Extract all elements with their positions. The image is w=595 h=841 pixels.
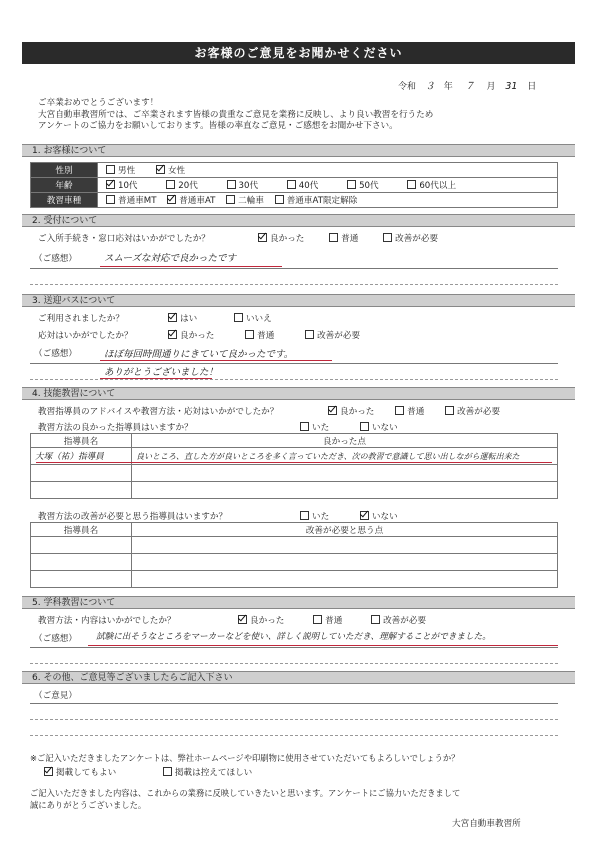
option-good[interactable] — [238, 616, 284, 626]
checkbox-checked[interactable] — [328, 406, 337, 415]
page-title: お客様のご意見をお聞かせください — [22, 42, 575, 64]
option-label: 女性 — [167, 166, 186, 176]
consent-deny[interactable] — [163, 768, 252, 778]
gender-label: 性別 — [31, 163, 98, 178]
option-label: 改善が必要 — [383, 616, 427, 626]
bus-q2: 応対はいかがでしたか？ — [38, 331, 133, 341]
intro-line: ご卒業おめでとうございます！ — [38, 98, 159, 108]
impression-label: （ご感想） — [34, 634, 77, 644]
section-4-header: 4. 技能教習について — [22, 387, 575, 400]
option-label: 良かった — [270, 234, 305, 244]
option-no[interactable] — [360, 423, 398, 433]
checkbox-checked[interactable] — [156, 165, 165, 174]
option-label: 男性 — [118, 166, 136, 176]
skill-q2: 教習方法の良かった指導員はいますか？ — [38, 423, 193, 433]
column-header: 指導員名 — [31, 523, 132, 537]
checkbox-checked[interactable] — [238, 615, 247, 624]
age-50s[interactable] — [347, 181, 379, 191]
vehicle-at[interactable] — [167, 196, 215, 206]
checkbox[interactable] — [300, 511, 309, 520]
checkbox[interactable] — [106, 165, 115, 174]
option-yes[interactable] — [168, 314, 197, 324]
checkbox[interactable] — [227, 180, 236, 189]
organization-name: 大宮自動車教習所 — [452, 819, 521, 829]
writing-line — [30, 363, 558, 364]
thanks-line: 誠にありがとうございました。 — [30, 799, 147, 810]
option-label: 20代 — [178, 181, 198, 191]
column-header: 指導員名 — [31, 434, 132, 448]
thanks-text — [30, 788, 460, 811]
option-improve[interactable] — [445, 407, 500, 417]
consent-allow[interactable] — [44, 768, 116, 778]
thanks-line: ご記入いただきました内容は、これからの業務に反映していきたいと思います。アンケートにご協力いただきまして — [30, 788, 461, 798]
underline-marker — [100, 266, 282, 267]
option-label: 良かった — [250, 616, 285, 626]
option-label: いた — [312, 423, 330, 433]
age-40s[interactable] — [287, 181, 319, 191]
skill-q3: 教習方法の改善が必要と思う指導員はいますか？ — [38, 512, 228, 522]
age-label: 年齢 — [31, 178, 98, 193]
checkbox[interactable] — [407, 180, 416, 189]
checkbox[interactable] — [305, 330, 314, 339]
age-options — [98, 178, 558, 193]
date-year[interactable]: ３ — [425, 81, 435, 92]
empty-cell[interactable] — [132, 537, 558, 554]
bus-q2-options — [168, 329, 360, 341]
option-good[interactable] — [258, 234, 304, 244]
option-label: 10代 — [118, 181, 138, 191]
empty-cell[interactable] — [31, 571, 132, 588]
date-month[interactable]: ７ — [464, 81, 475, 92]
section-3-header: 3. 送迎バスについて — [22, 294, 575, 307]
vehicle-options — [98, 193, 558, 208]
checkbox-checked[interactable] — [167, 195, 176, 204]
age-60s[interactable] — [407, 181, 456, 191]
skill-q1: 教習指導員のアドバイスや教習方法・応対はいかがでしたか？ — [38, 407, 279, 417]
vehicle-label: 教習車種 — [31, 193, 98, 208]
consent-options — [44, 766, 252, 778]
good-instructor-table — [30, 433, 558, 499]
checkbox[interactable] — [234, 313, 243, 322]
option-label: 普通 — [341, 234, 359, 244]
option-good[interactable] — [168, 331, 214, 341]
option-yes[interactable] — [300, 423, 329, 433]
skill-q1-options — [328, 405, 500, 417]
option-label: 50代 — [359, 181, 379, 191]
checkbox[interactable] — [300, 422, 309, 431]
section-2-header: 2. 受付について — [22, 214, 575, 227]
option-label: 普通車AT限定解除 — [286, 196, 358, 206]
empty-cell[interactable] — [132, 571, 558, 588]
checkbox[interactable] — [445, 406, 454, 415]
checkbox[interactable] — [226, 195, 235, 204]
option-label: いた — [312, 512, 330, 522]
option-label: 普通 — [257, 331, 275, 341]
date-day-unit: 日 — [527, 82, 537, 92]
academic-question: 教習方法・内容はいかがでしたか？ — [38, 616, 176, 626]
option-label: 改善が必要 — [317, 331, 361, 341]
checkbox-checked[interactable] — [106, 180, 115, 189]
section-5-header: 5. 学科教習について — [22, 596, 575, 609]
option-improve[interactable] — [305, 331, 360, 341]
opinion-label: （ご意見） — [34, 691, 77, 701]
intro-line: アンケートのご協力をお願いしております。皆様の率直なご意見・ご感想をお聞かせ下さい。 — [38, 121, 398, 131]
skill-q3-options — [300, 510, 398, 522]
option-normal[interactable] — [329, 234, 358, 244]
option-label: 普通車AT — [179, 196, 216, 206]
empty-cell[interactable] — [31, 537, 132, 554]
checkbox[interactable] — [347, 180, 356, 189]
instructor-name-text: 大塚（祐）指導員 — [35, 452, 104, 462]
checkbox-checked[interactable] — [168, 330, 177, 339]
writing-line — [30, 663, 558, 664]
option-label: いいえ — [245, 314, 272, 324]
writing-line — [30, 735, 558, 736]
checkbox[interactable] — [106, 195, 115, 204]
option-label: 40代 — [298, 181, 319, 191]
option-label: 60代以上 — [419, 181, 457, 191]
empty-cell[interactable] — [31, 554, 132, 571]
age-30s[interactable] — [227, 181, 259, 191]
empty-cell[interactable] — [132, 465, 558, 482]
empty-cell[interactable] — [31, 465, 132, 482]
impression-label: （ご感想） — [34, 254, 77, 264]
checkbox[interactable] — [287, 180, 296, 189]
option-label: 改善が必要 — [457, 407, 501, 417]
option-label: いない — [371, 512, 398, 522]
checkbox[interactable] — [383, 233, 392, 242]
intro-text — [38, 98, 433, 133]
checkbox[interactable] — [313, 615, 322, 624]
checkbox[interactable] — [275, 195, 284, 204]
gender-options — [98, 163, 558, 178]
option-label: 普通 — [325, 616, 343, 626]
option-label: 掲載は控えてほしい — [174, 768, 253, 778]
reception-impression[interactable]: スムーズな対応で良かったです — [104, 253, 237, 264]
vehicle-motorcycle[interactable] — [226, 196, 264, 206]
checkbox[interactable] — [163, 767, 172, 776]
checkbox[interactable] — [360, 422, 369, 431]
option-label: 30代 — [238, 181, 259, 191]
underline-marker — [88, 645, 558, 646]
column-header: 改善が必要と思う点 — [132, 523, 558, 537]
checkbox-checked[interactable] — [258, 233, 267, 242]
checkbox[interactable] — [245, 330, 254, 339]
checkbox-checked[interactable] — [360, 511, 369, 520]
option-improve[interactable] — [383, 234, 438, 244]
checkbox-checked[interactable] — [44, 767, 53, 776]
good-point-text: 良いところ、直した方が良いところを多く言っていただき、次の教習で意識して思い出しながら運転出来た — [136, 451, 520, 461]
academic-options — [238, 614, 426, 626]
bus-q1-options — [168, 312, 272, 324]
date-line — [398, 78, 536, 92]
improve-instructor-table — [30, 522, 558, 588]
writing-line — [30, 268, 558, 269]
impression-label: （ご感想） — [34, 349, 77, 359]
option-normal[interactable] — [313, 616, 342, 626]
checkbox-checked[interactable] — [168, 313, 177, 322]
option-label: 良かった — [340, 407, 375, 417]
reception-question — [38, 232, 210, 244]
skill-q2-options — [300, 421, 398, 433]
option-label: いない — [371, 423, 398, 433]
reception-options — [258, 232, 438, 244]
underline-marker — [36, 462, 552, 463]
column-header: 良かった点 — [132, 434, 558, 448]
option-label: 二輪車 — [238, 196, 264, 206]
empty-cell[interactable] — [31, 482, 132, 499]
option-yes[interactable] — [300, 512, 329, 522]
option-label: 良かった — [180, 331, 215, 341]
bus-impression-2[interactable]: ありがとうございました！ — [104, 367, 219, 378]
option-normal[interactable] — [245, 331, 274, 341]
section-1-header: 1. お客様について — [22, 144, 575, 157]
date-day[interactable]: 31 — [505, 81, 518, 92]
academic-impression[interactable]: 試験に出そうなところをマーカーなどを使い、詳しく説明していただき、理解することができました。 — [96, 632, 491, 642]
writing-line — [30, 284, 558, 285]
bus-impression-1[interactable]: ほぼ毎回時間通りにきていて良かったです。 — [104, 349, 294, 360]
option-improve[interactable] — [371, 616, 426, 626]
writing-line — [30, 379, 558, 380]
empty-cell[interactable] — [132, 482, 558, 499]
vehicle-mt[interactable] — [106, 196, 156, 206]
option-label: 普通 — [407, 407, 425, 417]
empty-cell[interactable] — [132, 554, 558, 571]
option-no[interactable] — [360, 512, 398, 522]
date-year-unit: 年 — [443, 82, 453, 92]
consent-question: ※ご記入いただきましたアンケートは、弊社ホームページや印刷物に使用させていただいてもよろしいでしょうか？ — [30, 753, 460, 763]
date-era: 令和 — [398, 82, 417, 92]
vehicle-at-release[interactable] — [275, 196, 358, 206]
checkbox[interactable] — [371, 615, 380, 624]
option-no[interactable] — [234, 314, 272, 324]
writing-line — [30, 647, 558, 648]
bus-q1: ご利用されましたか？ — [38, 314, 124, 324]
checkbox[interactable] — [329, 233, 338, 242]
age-20s[interactable] — [166, 181, 198, 191]
gender-male[interactable] — [106, 166, 135, 176]
underline-marker — [100, 360, 332, 361]
option-good[interactable] — [328, 407, 374, 417]
customer-info-table — [30, 162, 558, 208]
option-label: 掲載してもよい — [56, 768, 117, 778]
option-label: 普通車MT — [118, 196, 157, 206]
question-text: ご入所手続き・窓口応対はいかがでしたか？ — [38, 234, 210, 244]
date-month-unit: 月 — [486, 82, 496, 92]
checkbox[interactable] — [395, 406, 404, 415]
writing-line — [30, 703, 558, 704]
option-label: 改善が必要 — [395, 234, 439, 244]
checkbox[interactable] — [166, 180, 175, 189]
age-10s[interactable] — [106, 181, 138, 191]
gender-female[interactable] — [156, 166, 185, 176]
section-6-header: 6. その他、ご意見等ございましたらご記入下さい — [22, 671, 575, 684]
writing-line — [30, 719, 558, 720]
intro-line: 大宮自動車教習所では、ご卒業されます皆様の貴重なご意見を業務に反映し、より良い教習を行うため — [38, 109, 434, 120]
option-normal[interactable] — [395, 407, 424, 417]
option-label: はい — [180, 314, 198, 324]
